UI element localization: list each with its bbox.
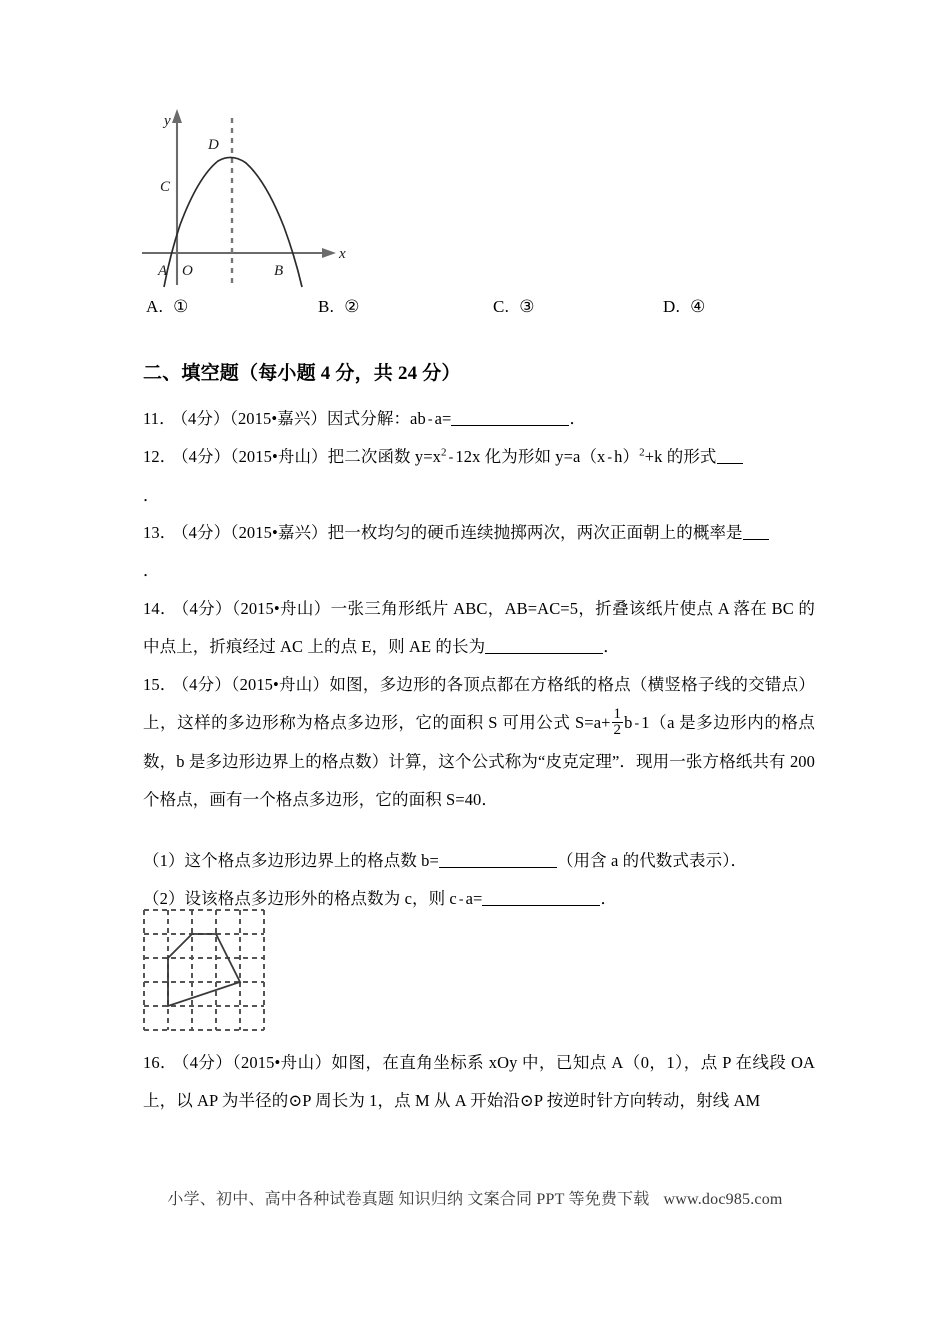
- point-label-O: O: [182, 263, 193, 279]
- choice-a[interactable]: [146, 297, 318, 317]
- question-13: [143, 514, 815, 590]
- question-12-source: （2015•舟山）: [230, 447, 328, 466]
- question-11-score: （4分）: [179, 409, 230, 428]
- choice-c[interactable]: [493, 297, 663, 317]
- question-15-number: 15．: [143, 675, 177, 694]
- question-11-text-b: a=: [434, 409, 452, 428]
- question-12-exponent-1: 2: [441, 446, 447, 459]
- minus-sign: -: [427, 412, 433, 427]
- choice-d-label: D.: [663, 297, 681, 316]
- grid-lines: [144, 910, 264, 1030]
- footer-text: 小学、初中、高中各种试卷真题 知识归纳 文案合同 PPT 等免费下载: [167, 1191, 650, 1208]
- answer-blank[interactable]: [439, 852, 557, 868]
- question-12-number: 12．: [143, 447, 177, 466]
- question-16: [143, 1044, 815, 1120]
- question-15-part-1: [143, 842, 815, 880]
- question-15-text-a: 如图，多边形的各顶点都在方格纸的格点（横竖格子线的交错点）上，这样的多边形称为格点多边形，它的面积 S 可用公式 S=a+: [143, 675, 815, 732]
- question-11-source: （2015•嘉兴）: [229, 409, 328, 428]
- choice-c-label: C.: [493, 297, 510, 316]
- question-15-text-c: 1（a 是多边形内的格点数，b 是多边形边界上的格点数）计算，这个公式称为“皮克定理”．现用一张方格纸共有 200 个格点，画有一个格点多边形，它的面积 S=40．: [143, 713, 815, 809]
- point-label-A: A: [158, 263, 168, 279]
- x-axis-arrow: [322, 248, 336, 258]
- question-14: [143, 590, 815, 666]
- question-11-text-a: 因式分解：ab: [327, 409, 426, 428]
- footer-url: www.doc985.com: [663, 1191, 783, 1208]
- question-12-tail: ．: [143, 486, 160, 505]
- question-15-sub2-text-b: a=: [465, 889, 483, 908]
- choice-b-value: ②: [344, 297, 360, 316]
- y-axis-arrow: [172, 109, 182, 123]
- fraction-denominator: 2: [613, 722, 622, 739]
- page-footer: [0, 1186, 950, 1209]
- point-label-B: B: [274, 263, 284, 279]
- question-13-text: 把一枚均匀的硬币连续抛掷两次，两次正面朝上的概率是: [327, 523, 743, 542]
- question-15-sub1-text-b: （用含 a 的代数式表示）．: [556, 851, 748, 870]
- minus-sign: -: [458, 892, 464, 907]
- point-label-D: D: [208, 137, 219, 153]
- question-15-source: （2015•舟山）: [231, 675, 330, 694]
- point-label-C: C: [160, 179, 171, 195]
- question-12-score: （4分）: [180, 447, 231, 466]
- answer-blank[interactable]: [485, 638, 603, 654]
- fraction-numerator: 1: [613, 706, 622, 722]
- answer-blank[interactable]: [717, 448, 743, 464]
- answer-choices-row: [146, 297, 846, 317]
- question-13-tail: ．: [143, 561, 160, 580]
- minus-sign: -: [607, 450, 613, 465]
- question-16-text: 如图，在直角坐标系 xOy 中，已知点 A（0，1），点 P 在线段 OA 上，以 AP 为半径的⊙P 周长为 1，点 M 从 A 开始沿⊙P 按逆时针方向转动，射线 AM: [143, 1053, 815, 1110]
- fraction-one-half: [612, 707, 624, 739]
- question-14-number: 14．: [143, 599, 177, 618]
- y-axis-label: y: [164, 113, 171, 129]
- question-14-source: （2015•舟山）: [231, 599, 331, 618]
- question-12: [143, 438, 815, 515]
- choice-d-value: ④: [690, 297, 706, 316]
- question-16-score: （4分）: [181, 1053, 233, 1072]
- choice-d[interactable]: [663, 297, 706, 317]
- question-15-sub1-text-a: （1）这个格点多边形边界上的格点数 b=: [143, 851, 439, 870]
- minus-sign: -: [634, 716, 640, 731]
- question-15: [143, 666, 815, 819]
- question-12-text-b: 12x 化为形如 y=a（x: [455, 447, 606, 466]
- question-14-text: 一张三角形纸片 ABC，AB=AC=5，折叠该纸片使点 A 落在 BC 的中点上，折痕经过 AC 上的点 E，则 AE 的长为: [143, 599, 815, 656]
- question-11-tail: ．: [569, 409, 587, 428]
- choice-b[interactable]: [318, 297, 493, 317]
- choice-a-value: ①: [173, 297, 189, 316]
- question-12-text-d: +k 的形式: [644, 447, 717, 466]
- question-16-source: （2015•舟山）: [232, 1053, 332, 1072]
- section-heading-fill-in-blanks: 二、填空题（每小题 4 分，共 24 分）: [143, 363, 461, 384]
- answer-blank[interactable]: [743, 524, 769, 540]
- question-15-score: （4分）: [180, 675, 232, 694]
- lattice-polygon: [168, 934, 240, 1006]
- answer-blank[interactable]: [451, 410, 569, 426]
- question-13-source: （2015•嘉兴）: [230, 523, 328, 542]
- question-14-score: （4分）: [180, 599, 232, 618]
- x-axis-label: x: [339, 246, 346, 262]
- choice-b-label: B.: [318, 297, 335, 316]
- question-11: [143, 400, 815, 439]
- question-16-number: 16．: [143, 1053, 178, 1072]
- answer-blank[interactable]: [482, 890, 600, 906]
- question-13-number: 13．: [143, 523, 177, 542]
- question-15-sub2-text-a: （2）设该格点多边形外的格点数为 c，则 c: [143, 889, 457, 908]
- question-15-sub2-tail: ．: [600, 889, 618, 908]
- choice-c-value: ③: [519, 297, 535, 316]
- question-15-text-b: b: [624, 713, 633, 732]
- question-11-number: 11．: [143, 409, 176, 428]
- choice-a-label: A.: [146, 297, 164, 316]
- question-13-score: （4分）: [180, 523, 231, 542]
- lattice-grid-figure: [140, 906, 268, 1034]
- question-12-text-c: h）: [614, 447, 640, 466]
- question-12-text-a: 把二次函数 y=x: [327, 447, 441, 466]
- question-14-tail: ．: [603, 637, 620, 656]
- parabola-figure: [140, 105, 350, 290]
- minus-sign: -: [448, 450, 454, 465]
- question-12-exponent-2: 2: [639, 446, 645, 459]
